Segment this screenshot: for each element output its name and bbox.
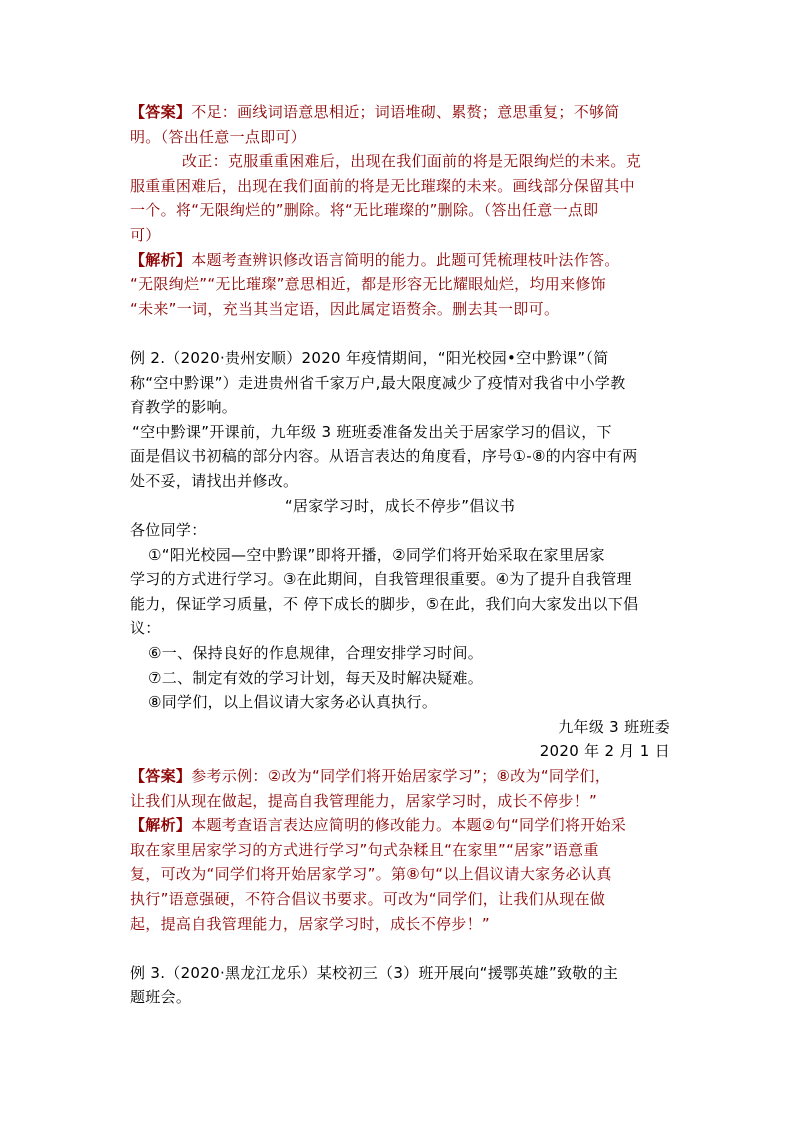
analysis2-line-5: 起，提高自我管理能力，居家学习时，成长不停步！” [130, 914, 490, 933]
analysis-text: 本题考查语言表达应简明的修改能力。本题②句“同学们将开始采 [191, 816, 627, 835]
example2-line-6: 处不妥，请找出并修改。 [130, 471, 299, 490]
example2-line-3: 育教学的影响。 [130, 398, 238, 417]
analysis-tag: 【解析】 [130, 250, 192, 269]
proposal-paragraph-line-2: 学习的方式进行学习。③在此期间，自我管理很重要。④为了提升自我管理 [130, 570, 632, 589]
document-page [130, 100, 670, 1010]
answer2-line-2: 让我们从现在做起，提高自我管理能力，居家学习时，成长不停步！” [130, 791, 598, 810]
answer1-line-3: 改正：克服重重困难后，出现在我们面前的将是无限绚烂的未来。克 [182, 152, 642, 171]
answer-tag: 【答案】 [130, 767, 192, 786]
proposal-date: 2020 年 2 月 1 日 [539, 742, 670, 761]
example2-line-4: “空中黔课”开课前，九年级 3 班班委准备发出关于居家学习的倡议，下 [132, 422, 612, 441]
proposal-paragraph-line-1: ①“阳光校园—空中黔课”即将开播，②同学们将开始采取在家里居家 [148, 545, 605, 564]
answer-text: 参考示例：②改为“同学们将开始居家学习”；⑧改为“同学们， [191, 767, 611, 786]
analysis2-line-4: 执行”语意强硬，不符合倡议书要求。可改为“同学们，让我们从现在做 [130, 890, 606, 908]
proposal-item-6: ⑥一、保持良好的作息规律，合理安排学习时间。 [148, 644, 484, 663]
example2-line-1: 例 2.（2020·贵州安顺）2020 年疫情期间，“阳光校园•空中黔课”（简 [130, 348, 609, 367]
example2-line-2: 称“空中黔课”）走进贵州省千家万户,最大限度减少了疫情对我省中小学教 [130, 373, 626, 392]
answer-text: 不足：画线词语意思相近；词语堆砌、累赘；意思重复；不够简 [191, 103, 620, 121]
analysis2-line-1 [130, 813, 670, 838]
example3-line-2: 题班会。 [130, 988, 192, 1007]
answer1-line-5: 一个。将“无限绚烂的”删除。将“无比璀璨的”删除。（答出任意一点即 [130, 201, 599, 220]
proposal-signature: 九年级 3 班班委 [558, 717, 670, 736]
analysis1-line-2: “无限绚烂”“无比璀璨”意思相近，都是形容无比耀眼灿烂，均用来修饰 [130, 275, 606, 294]
analysis2-line-2: 取在家里居家学习的方式进行学习”句式杂糅且“在家里”“居家”语意重 [130, 840, 599, 859]
analysis-text: 本题考查辨识修改语言简明的能力。此题可凭梳理枝叶法作答。 [191, 250, 620, 269]
answer1-line-6: 可） [130, 225, 161, 244]
spacer [130, 936, 670, 961]
analysis1-line-1 [130, 248, 670, 273]
example2-line-5: 面是倡议书初稿的部分内容。从语言表达的角度看，序号①-⑧的内容中有两 [130, 447, 638, 466]
analysis2-line-3: 复，可改为“同学们将开始居家学习”。第⑧句“以上倡议请大家务必认真 [130, 865, 612, 884]
analysis1-line-3: “未来”一词，充当其当定语，因此属定语赘余。删去其一即可。 [130, 299, 560, 318]
spacer [130, 321, 670, 346]
answer-tag: 【答案】 [130, 103, 192, 121]
proposal-item-8: ⑧同学们，以上倡议请大家务必认真执行。 [148, 693, 438, 712]
proposal-title: “居家学习时，成长不停步”倡议书 [284, 496, 516, 515]
example3-line-1: 例 3.（2020·黑龙江龙乐）某校初三（3）班开展向“援鄂英雄”致敬的主 [130, 963, 619, 982]
proposal-paragraph-line-4: 议： [130, 619, 161, 638]
answer2-line-1 [130, 764, 670, 789]
answer1-line-2: 明。（答出任意一点即可） [130, 127, 307, 146]
analysis-tag: 【解析】 [130, 816, 192, 835]
proposal-paragraph-line-3: 能力，保证学习质量，不 停下成长的脚步，⑤在此，我们向大家发出以下倡 [130, 594, 639, 613]
proposal-greeting: 各位同学： [130, 521, 207, 540]
answer1-line-4: 服重重困难后，出现在我们面前的将是无比璀璨的未来。画线部分保留其中 [130, 176, 635, 195]
answer1-line-1 [130, 100, 670, 125]
proposal-item-7: ⑦二、制定有效的学习计划，每天及时解决疑难。 [148, 668, 484, 687]
